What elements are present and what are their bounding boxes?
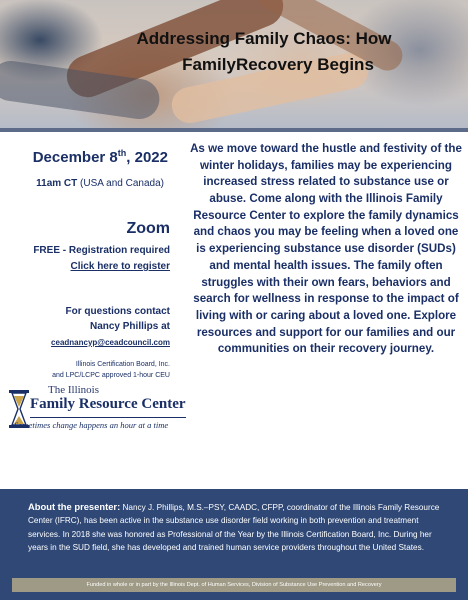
event-description: As we move toward the hustle and festivity of the winter holidays, families may be experiencing increased stress related to substance use or abuse. Come along with the Illinois Family Resource Center to explore the family dynamics and chaos you may be feeling when a loved one is experiencing substance use disorder (SUDs) and mental health issues. The family often struggles with their own fears, behaviors and search for wellness in response to the impact of living with or caring about a loved one. Explore resources and support for our families and our communities on their recovery journey. — [190, 142, 462, 356]
date-suffix: , 2022 — [126, 149, 168, 166]
presenter-bio — [28, 499, 442, 554]
time-zone: (USA and Canada) — [80, 178, 164, 189]
date-prefix: December 8 — [32, 149, 118, 166]
funding-note: Funded in whole or in part by the Illinois Dept. of Human Services, Division of Substance Use Prevention and Recovery — [12, 578, 456, 592]
time-value: 11am CT — [36, 178, 78, 189]
banner-photo — [0, 0, 468, 128]
event-platform: Zoom — [126, 220, 170, 237]
contact-line-1: For questions contact — [65, 306, 170, 317]
banner-divider — [0, 128, 468, 132]
certification-line-2: and LPC/LCPC approved 1-hour CEU — [52, 372, 170, 379]
register-link[interactable]: Click here to register — [70, 261, 170, 272]
registration-note: FREE - Registration required — [33, 245, 170, 256]
logo-rule — [30, 417, 186, 418]
presenter-lead: About the presenter: — [28, 501, 121, 512]
date-sup: th — [117, 148, 127, 158]
logo-tagline: Sometimes change happens an hour at a time — [14, 420, 169, 430]
logo-name: Family Resource Center — [30, 396, 186, 412]
event-time — [36, 178, 164, 189]
logo-prefix: The Illinois — [48, 384, 100, 396]
ifrc-logo — [8, 384, 188, 450]
certification-line-1: Illinois Certification Board, Inc. — [75, 361, 170, 368]
event-date — [33, 148, 168, 166]
contact-line-2: Nancy Phillips at — [89, 321, 170, 332]
title-line-2: FamilyRecovery Begins — [182, 55, 374, 75]
contact-email-link[interactable]: ceadnancyp@ceadcouncil.com — [51, 338, 170, 347]
title-line-1: Addressing Family Chaos: How — [136, 29, 392, 48]
presenter-text: Nancy J. Phillips, M.S.–PSY, CAADC, CFPP, coordinator of the Illinois Family Resource Center (IFRC), has been active in the substance use disorder field working in both prevention and treatment services. In 2018 she was honored as Professional of the Year by the Illinois Certification Board, Inc. During her years in the SUD field, she has developed and trained human service providers throughout the United States. — [28, 503, 440, 552]
page-title — [0, 26, 468, 79]
